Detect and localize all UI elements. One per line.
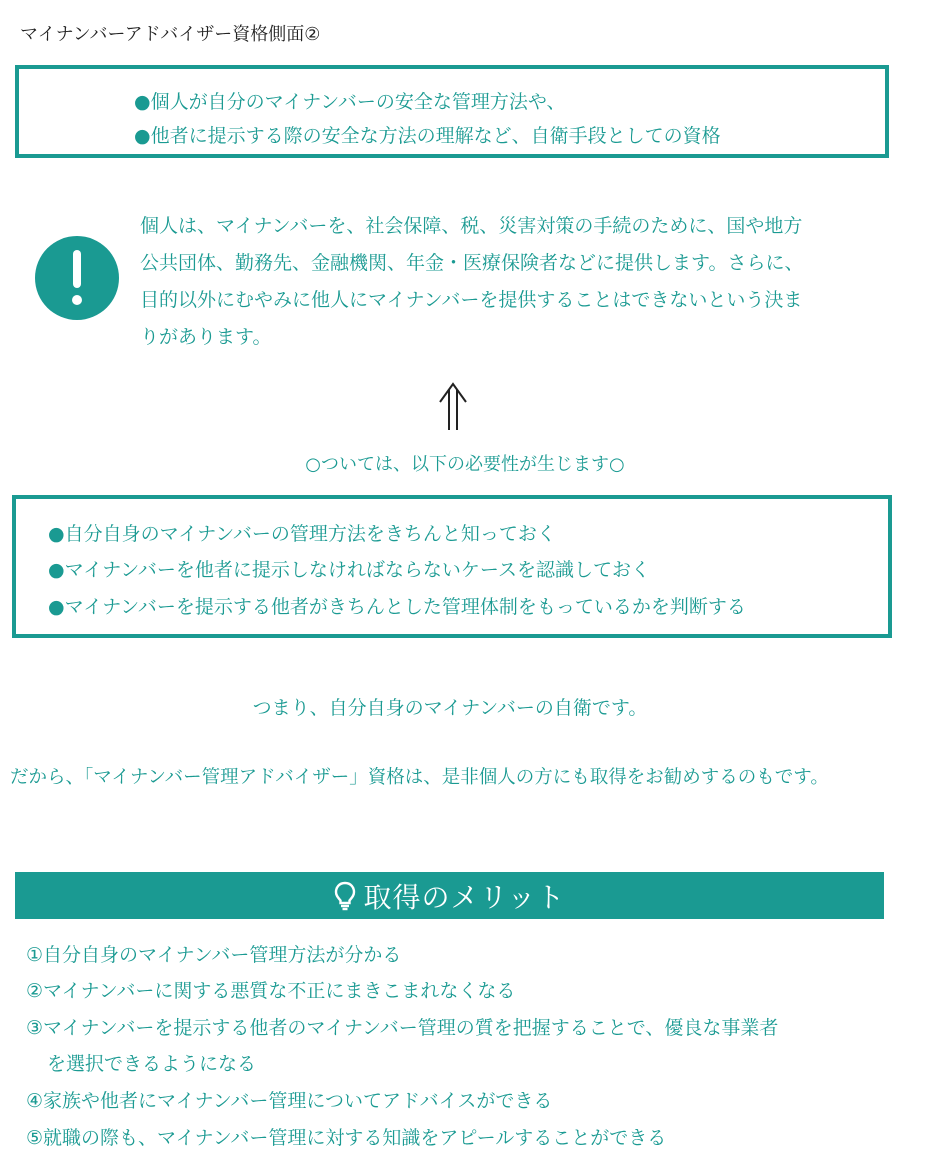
recommend-text: だから、「マイナンバー管理アドバイザー」資格は、是非個人の方にも取得をお勧めするのもです。 [10, 767, 829, 788]
notice-line-4: りがあります。 [140, 326, 272, 348]
exclamation-icon [35, 236, 119, 320]
qualification-summary-box [15, 65, 889, 158]
merit-item: ⑤就職の際も、マイナンバー管理に対する知識をアピールすることができる [26, 1127, 667, 1149]
merit-item: ④家族や他者にマイナンバー管理についてアドバイスができる [26, 1090, 553, 1112]
summary-text: つまり、自分自身のマイナンバーの自衛です。 [252, 697, 648, 719]
double-up-arrow-icon [430, 378, 476, 434]
lightbulb-icon [334, 881, 356, 911]
necessity-heading: ○ついては、以下の必要性が生じます○ [305, 454, 625, 475]
merit-item: ②マイナンバーに関する悪質な不正にまきこまれなくなる [26, 980, 516, 1002]
merit-item-continuation: を選択できるようになる [47, 1053, 257, 1075]
merit-header [15, 872, 884, 919]
necessity-list-box [12, 495, 892, 638]
page-title: マイナンバーアドバイザー資格側面② [20, 24, 321, 45]
necessity-item: ●マイナンバーを提示する他者がきちんとした管理体制をもっているかを判断する [48, 596, 746, 618]
summary-line-2: ●他者に提示する際の安全な方法の理解など、自衛手段としての資格 [134, 125, 721, 147]
necessity-item: ●自分自身のマイナンバーの管理方法をきちんと知っておく [48, 523, 556, 545]
merit-item: ①自分自身のマイナンバー管理方法が分かる [26, 944, 402, 966]
merit-heading: 取得のメリット [363, 880, 566, 914]
summary-line-1: ●個人が自分のマイナンバーの安全な管理方法や、 [134, 91, 566, 113]
notice-text [140, 208, 880, 356]
necessity-item: ●マイナンバーを他者に提示しなければならないケースを認識しておく [48, 559, 650, 581]
notice-line-3: 目的以外にむやみに他人にマイナンバーを提供することはできないという決ま [140, 289, 803, 311]
notice-line-1: 個人は、マイナンバーを、社会保障、税、災害対策の手続のために、国や地方 [140, 215, 803, 237]
merit-item: ③マイナンバーを提示する他者のマイナンバー管理の質を把握することで、優良な事業者 [26, 1017, 779, 1039]
notice-line-2: 公共団体、勤務先、金融機関、年金・医療保険者などに提供します。さらに、 [140, 252, 804, 274]
